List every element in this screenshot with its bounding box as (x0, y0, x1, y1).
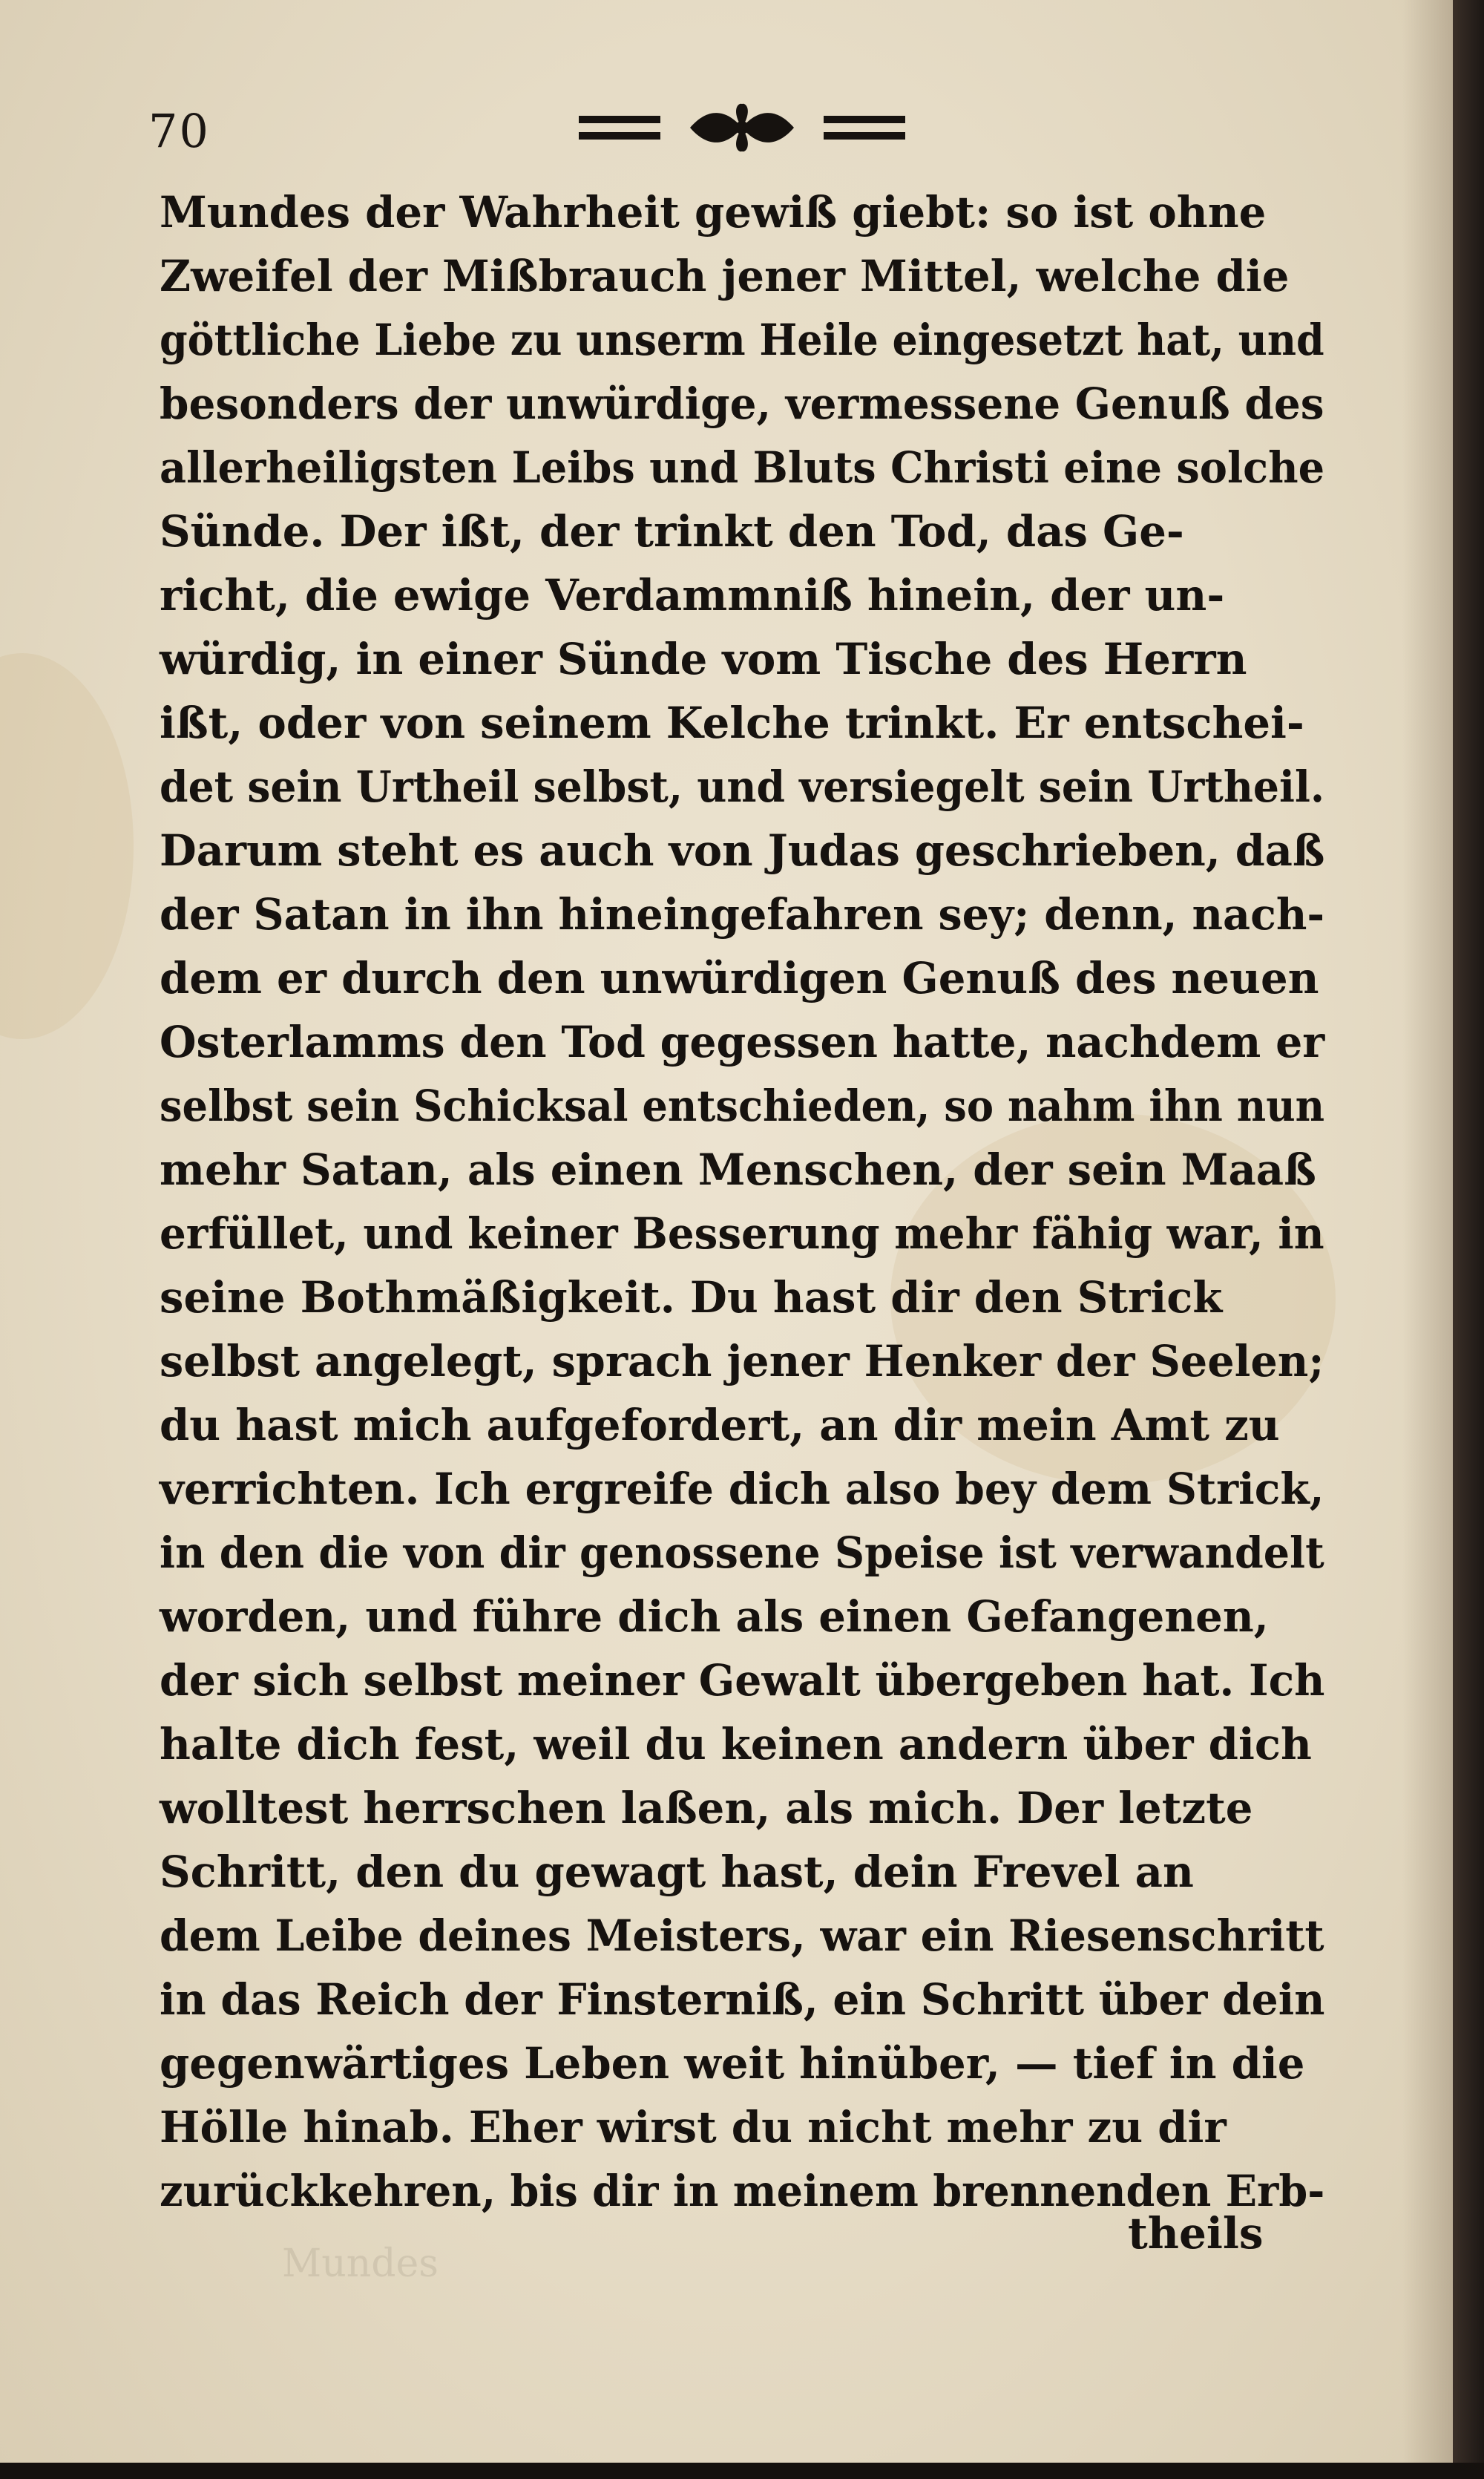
text-line: besonders der unwürdige, vermessene Genuß des (160, 379, 1324, 429)
fleuron-ornament-icon (579, 102, 905, 154)
text-line: wolltest herrschen laßen, als mich. Der letzte (160, 1783, 1253, 1833)
text-line: allerheiligsten Leibs und Bluts Christi eine solche (160, 442, 1325, 493)
paper-stain (0, 653, 134, 1039)
bleed-through-text: Mundes (282, 2241, 439, 2286)
text-line: verrichten. Ich ergreife dich also bey dem Strick, (160, 1464, 1324, 1514)
text-line: in den die von dir genossene Speise ist verwandelt (160, 1527, 1324, 1578)
text-line: selbst sein Schicksal entschieden, so nahm ihn nun (160, 1081, 1325, 1131)
page-edge-shadow (1402, 0, 1453, 2479)
text-line: Hölle hinab. Eher wirst du nicht mehr zu dir (160, 2102, 1227, 2152)
text-line: mehr Satan, als einen Menschen, der sein Maaß (160, 1144, 1316, 1195)
text-line: Darum steht es auch von Judas geschrieben, daß (160, 825, 1325, 876)
text-line: erfüllet, und keiner Besserung mehr fähig war, in (160, 1208, 1324, 1259)
text-line: Osterlamms den Tod gegessen hatte, nachdem er (160, 1017, 1325, 1067)
text-line: seine Bothmäßigkeit. Du hast dir den Strick (160, 1272, 1223, 1323)
text-line: göttliche Liebe zu unserm Heile eingesetzt hat, und (160, 315, 1324, 365)
text-line: halte dich fest, weil du keinen andern über dich (160, 1719, 1312, 1769)
text-line: zurückkehren, bis dir in meinem brennenden Erb- (160, 2166, 1325, 2216)
text-line: Schritt, den du gewagt hast, dein Frevel an (160, 1847, 1194, 1897)
text-line: Mundes der Wahrheit gewiß giebt: so ist ohne (160, 187, 1267, 238)
text-line: selbst angelegt, sprach jener Henker der Seelen; (160, 1336, 1324, 1386)
text-line: worden, und führe dich als einen Gefangenen, (160, 1591, 1269, 1642)
book-gutter (1453, 0, 1484, 2479)
text-line: gegenwärtiges Leben weit hinüber, — tief in die (160, 2038, 1305, 2089)
text-line: du hast mich aufgefordert, an dir mein Amt zu (160, 1400, 1280, 1450)
text-line: würdig, in einer Sünde vom Tische des Herrn (160, 634, 1247, 684)
text-line: richt, die ewige Verdammniß hinein, der un- (160, 570, 1225, 620)
body-text (160, 180, 1332, 2223)
text-line: in das Reich der Finsterniß, ein Schritt über dein (160, 1974, 1325, 2025)
page-number: 70 (148, 104, 210, 158)
text-line: dem er durch den unwürdigen Genuß des neuen (160, 953, 1319, 1003)
text-line: Zweifel der Mißbrauch jener Mittel, welche die (160, 251, 1290, 301)
catchword: theils (1128, 2208, 1264, 2259)
text-line: dem Leibe deines Meisters, war ein Riesenschritt (160, 1910, 1324, 1961)
text-line: Sünde. Der ißt, der trinkt den Tod, das Ge- (160, 506, 1184, 557)
text-line: det sein Urtheil selbst, und versiegelt sein Urtheil. (160, 762, 1325, 812)
text-line: ißt, oder von seinem Kelche trinkt. Er entschei- (160, 698, 1304, 748)
scan-border (0, 2463, 1484, 2479)
text-line: der Satan in ihn hineingefahren sey; denn, nach- (160, 889, 1325, 940)
text-line: der sich selbst meiner Gewalt übergeben hat. Ich (160, 1655, 1325, 1706)
